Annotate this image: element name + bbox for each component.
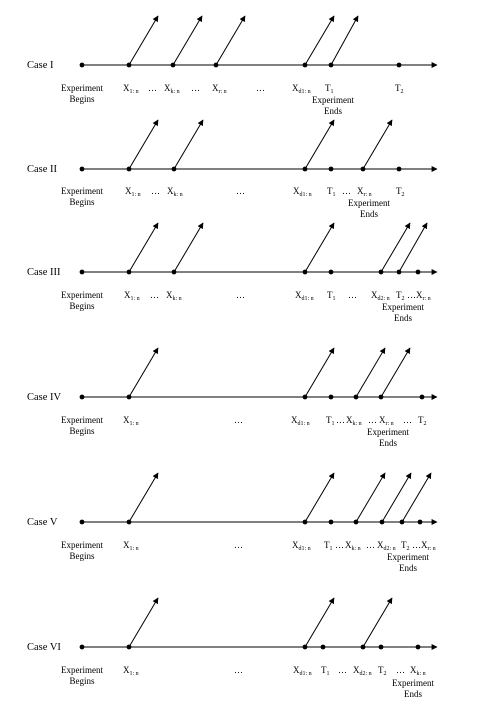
experiment-begins-note: Experiment Begins — [61, 83, 103, 104]
axis-label: $X_{d1: n}$ — [291, 415, 310, 427]
failure-point — [416, 270, 421, 275]
axis-label: $T_1$ — [326, 415, 335, 427]
start-point — [80, 270, 85, 275]
removal-arrow — [356, 348, 385, 397]
axis-label: $T_2$ — [401, 540, 410, 552]
removal-arrow — [381, 223, 410, 272]
start-point — [80, 645, 85, 650]
time-point — [397, 167, 402, 172]
start-point — [80, 167, 85, 172]
axis-label: $X_{1: n}$ — [123, 665, 139, 677]
removal-arrow — [331, 16, 358, 65]
axis-label: $X_{1: n}$ — [125, 186, 141, 198]
axis-label: … — [342, 186, 351, 196]
axis-label: $X_{d1: n}$ — [292, 83, 311, 95]
time-point — [329, 270, 334, 275]
removal-arrow — [129, 223, 158, 272]
experiment-ends-note: Experiment Ends — [367, 427, 409, 448]
axis-label: $T_1$ — [325, 83, 334, 95]
axis-label: … — [407, 290, 416, 300]
start-point — [80, 520, 85, 525]
axis-label: $X_{k: n}$ — [410, 665, 426, 677]
experiment-begins-note: Experiment Begins — [61, 186, 103, 207]
axis-label: $T_2$ — [396, 186, 405, 198]
axis-label: $X_{1: n}$ — [123, 415, 139, 427]
axis-label: $X_{k: n}$ — [167, 186, 183, 198]
axis-label: … — [234, 540, 243, 550]
axis-label: … — [368, 415, 377, 425]
axis-label: … — [150, 290, 159, 300]
case-label: Case III — [27, 267, 61, 278]
axis-label: $X_{r: n}$ — [416, 290, 431, 302]
removal-arrow — [305, 120, 334, 169]
axis-label: … — [191, 83, 200, 93]
axis-label: $X_{k: n}$ — [166, 290, 182, 302]
axis-label: … — [366, 540, 375, 550]
removal-arrow — [129, 473, 158, 522]
removal-arrow — [305, 348, 334, 397]
axis-label: $X_{d1: n}$ — [295, 290, 314, 302]
removal-arrow — [129, 598, 158, 647]
axis-label: $T_1$ — [327, 290, 336, 302]
axis-label: $X_{1: n}$ — [124, 290, 140, 302]
axis-label: … — [236, 186, 245, 196]
case-3 — [27, 223, 437, 323]
axis-label: … — [234, 665, 243, 675]
axis-label: … — [256, 83, 265, 93]
axis-label: … — [335, 540, 344, 550]
axis-label: $X_{k: n}$ — [345, 540, 361, 552]
axis-label: $X_{r: n}$ — [357, 186, 372, 198]
case-2 — [27, 120, 437, 219]
removal-arrow — [363, 120, 392, 169]
experiment-begins-note: Experiment Begins — [61, 290, 103, 311]
case-5 — [27, 473, 437, 573]
removal-arrow — [216, 16, 245, 65]
axis-label: … — [396, 665, 405, 675]
axis-label: … — [236, 290, 245, 300]
removal-arrow — [381, 348, 410, 397]
start-point — [80, 63, 85, 68]
axis-label: … — [412, 540, 421, 550]
time-point — [379, 645, 384, 650]
failure-point — [418, 520, 423, 525]
experiment-ends-note: Experiment Ends — [382, 302, 424, 323]
case-label: Case II — [27, 164, 58, 175]
removal-arrow — [174, 120, 203, 169]
axis-label: … — [234, 415, 243, 425]
removal-arrow — [356, 473, 385, 522]
experiment-begins-note: Experiment Begins — [61, 665, 103, 686]
removal-arrow — [305, 223, 334, 272]
case-label: Case V — [27, 517, 58, 528]
axis-label: $X_{k: n}$ — [346, 415, 362, 427]
experiment-begins-note: Experiment Begins — [61, 415, 103, 436]
axis-label: $T_2$ — [396, 290, 405, 302]
removal-arrow — [173, 16, 202, 65]
removal-arrow — [129, 348, 158, 397]
axis-label: $X_{d2: n}$ — [377, 540, 396, 552]
experiment-ends-note: Experiment Ends — [392, 678, 434, 699]
case-6 — [27, 598, 437, 699]
axis-label: $X_{1: n}$ — [123, 83, 139, 95]
removal-arrow — [174, 223, 203, 272]
axis-label: $T_1$ — [321, 665, 330, 677]
axis-label: $X_{r: n}$ — [421, 540, 436, 552]
removal-arrow — [305, 473, 334, 522]
axis-label: $X_{d2: n}$ — [353, 665, 372, 677]
time-point — [329, 167, 334, 172]
axis-label: $T_2$ — [395, 83, 404, 95]
case-label: Case VI — [27, 642, 61, 653]
axis-label: $X_{d1: n}$ — [293, 665, 312, 677]
failure-point — [416, 645, 421, 650]
case-4 — [27, 348, 437, 448]
axis-label: $T_2$ — [418, 415, 427, 427]
axis-label: … — [348, 290, 357, 300]
axis-label: $X_{r: n}$ — [212, 83, 227, 95]
axis-label: $X_{d1: n}$ — [292, 540, 311, 552]
case-label: Case I — [27, 60, 54, 71]
removal-arrow — [399, 223, 427, 272]
case-1 — [27, 16, 437, 116]
removal-arrow — [129, 120, 158, 169]
time-point — [329, 395, 334, 400]
removal-arrow — [305, 16, 334, 65]
axis-label: $X_{d2: n}$ — [371, 290, 390, 302]
time-point — [420, 395, 425, 400]
axis-label: $X_{1: n}$ — [123, 540, 139, 552]
axis-label: … — [148, 83, 157, 93]
experiment-ends-note: Experiment Ends — [312, 95, 354, 116]
axis-label: … — [338, 665, 347, 675]
time-point — [397, 63, 402, 68]
axis-label: $X_{r: n}$ — [379, 415, 394, 427]
removal-arrow — [363, 598, 392, 647]
axis-label: $X_{k: n}$ — [164, 83, 180, 95]
experiment-ends-note: Experiment Ends — [348, 198, 390, 219]
case-label: Case IV — [27, 392, 62, 403]
axis-label: $T_2$ — [378, 665, 387, 677]
axis-label: … — [403, 415, 412, 425]
axis-label: $T_1$ — [324, 540, 333, 552]
experiment-ends-note: Experiment Ends — [387, 552, 429, 573]
start-point — [80, 395, 85, 400]
time-point — [329, 520, 334, 525]
removal-arrow — [305, 598, 334, 647]
time-point — [321, 645, 326, 650]
axis-label: $X_{d1: n}$ — [293, 186, 312, 198]
experiment-begins-note: Experiment Begins — [61, 540, 103, 561]
axis-label: $T_1$ — [327, 186, 336, 198]
axis-label: … — [336, 415, 345, 425]
axis-label: … — [151, 186, 160, 196]
removal-arrow — [129, 16, 158, 65]
